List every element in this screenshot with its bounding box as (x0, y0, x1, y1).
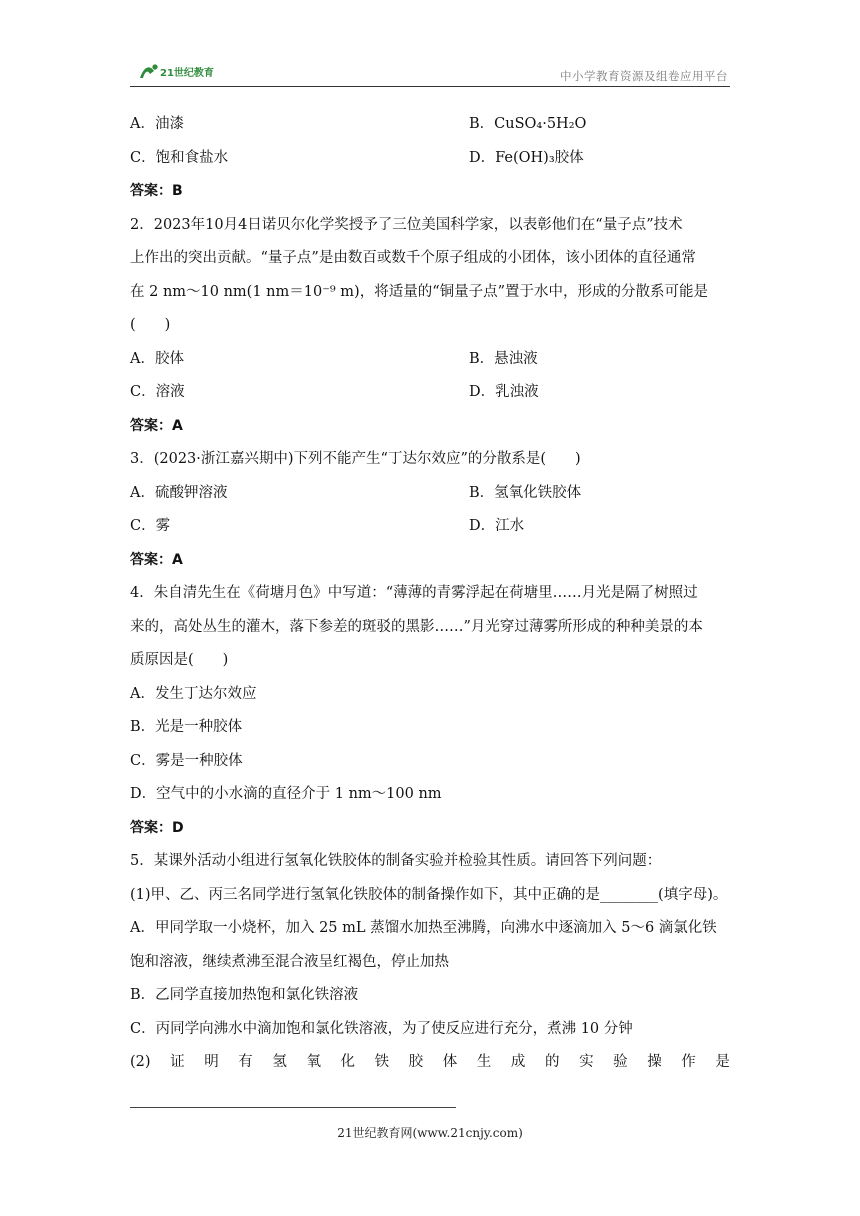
question-2-line: 2．2023年10月4日诺贝尔化学奖授予了三位美国科学家，以表彰他们在“量子点”技术 (130, 216, 683, 233)
options-row (130, 510, 730, 544)
option-c: C．溶液 (130, 384, 185, 400)
options-row (130, 142, 730, 176)
answer: 答案：A (130, 417, 183, 434)
option-b: B．CuSO₄·5H₂O (469, 116, 587, 132)
option-b: B．悬浊液 (469, 350, 538, 367)
question-4-line: 质原因是( ) (130, 652, 229, 668)
option-a-continued: 饱和溶液，继续煮沸至混合液呈红褐色，停止加热 (130, 953, 449, 970)
option-a: A．发生丁达尔效应 (130, 685, 257, 702)
question-4-line: 来的，高处丛生的灌木，落下参差的斑驳的黑影……”月光穿过薄雾所形成的种种美景的本 (130, 618, 703, 635)
question-2-line: ( ) (130, 317, 171, 333)
options-row (130, 477, 730, 511)
question-5-stem: 5．某课外活动小组进行氢氧化铁胶体的制备实验并检验其性质。请回答下列问题： (130, 853, 662, 869)
option-b: B．氢氧化铁胶体 (469, 484, 582, 501)
option-c: C．丙同学向沸水中滴加饱和氯化铁溶液，为了使反应进行充分，煮沸 10 分钟 (130, 1020, 633, 1037)
options-row (130, 108, 730, 142)
option-d: D．空气中的小水滴的直径介于 1 nm～100 nm (130, 786, 442, 802)
answer: 答案：A (130, 551, 183, 568)
answer: 答案：D (130, 819, 184, 836)
option-c: C．雾 (130, 518, 171, 534)
platform-name: 中小学教育资源及组卷应用平台 (560, 69, 728, 83)
question-2-line: 上作出的突出贡献。“量子点”是由数百或数千个原子组成的小团体，该小团体的直径通常 (130, 250, 696, 266)
options-row (130, 343, 730, 377)
option-a: A．油漆 (130, 116, 184, 132)
page-footer: 21世纪教育网(www.21cnjy.com) (337, 1126, 523, 1140)
footer-divider (130, 1107, 456, 1108)
question-content (130, 108, 730, 1080)
question-5-part-1: (1)甲、乙、丙三名同学进行氢氧化铁胶体的制备操作如下，其中正确的是________(填字母)。 (130, 886, 728, 903)
logo-icon (136, 62, 226, 82)
question-4-line: 4．朱自清先生在《荷塘月色》中写道：“薄薄的青雾浮起在荷塘里……月光是隔了树照过 (130, 585, 698, 601)
option-a: A．甲同学取一小烧杯，加入 25 mL 蒸馏水加热至沸腾，向沸水中逐滴加入 5～6 滴氯化铁 (130, 920, 717, 936)
question-5-part-2: (2) 证 明 有 氢 氧 化 铁 胶 体 生 成 的 实 验 操 作 是 (130, 1054, 730, 1070)
option-d: D．乳浊液 (469, 384, 539, 400)
options-row (130, 376, 730, 410)
option-a: A．胶体 (130, 350, 184, 367)
page-header (130, 60, 730, 87)
answer: 答案：B (130, 183, 183, 199)
option-d: D．江水 (469, 518, 525, 534)
option-a: A．硫酸钾溶液 (130, 484, 228, 501)
question-3-stem: 3．(2023·浙江嘉兴期中)下列不能产生“丁达尔效应”的分散系是( ) (130, 451, 581, 467)
option-c: C．雾是一种胶体 (130, 752, 243, 769)
question-2-line: 在 2 nm～10 nm(1 nm＝10⁻⁹ m)，将适量的“铜量子点”置于水中，形成的分散系可能是 (130, 283, 709, 300)
option-b: B．乙同学直接加热饱和氯化铁溶液 (130, 987, 359, 1003)
option-b: B．光是一种胶体 (130, 719, 243, 735)
logo-text: 21世纪教育 (160, 68, 214, 79)
option-d: D．Fe(OH)₃胶体 (469, 149, 584, 166)
option-c: C．饱和食盐水 (130, 149, 229, 166)
